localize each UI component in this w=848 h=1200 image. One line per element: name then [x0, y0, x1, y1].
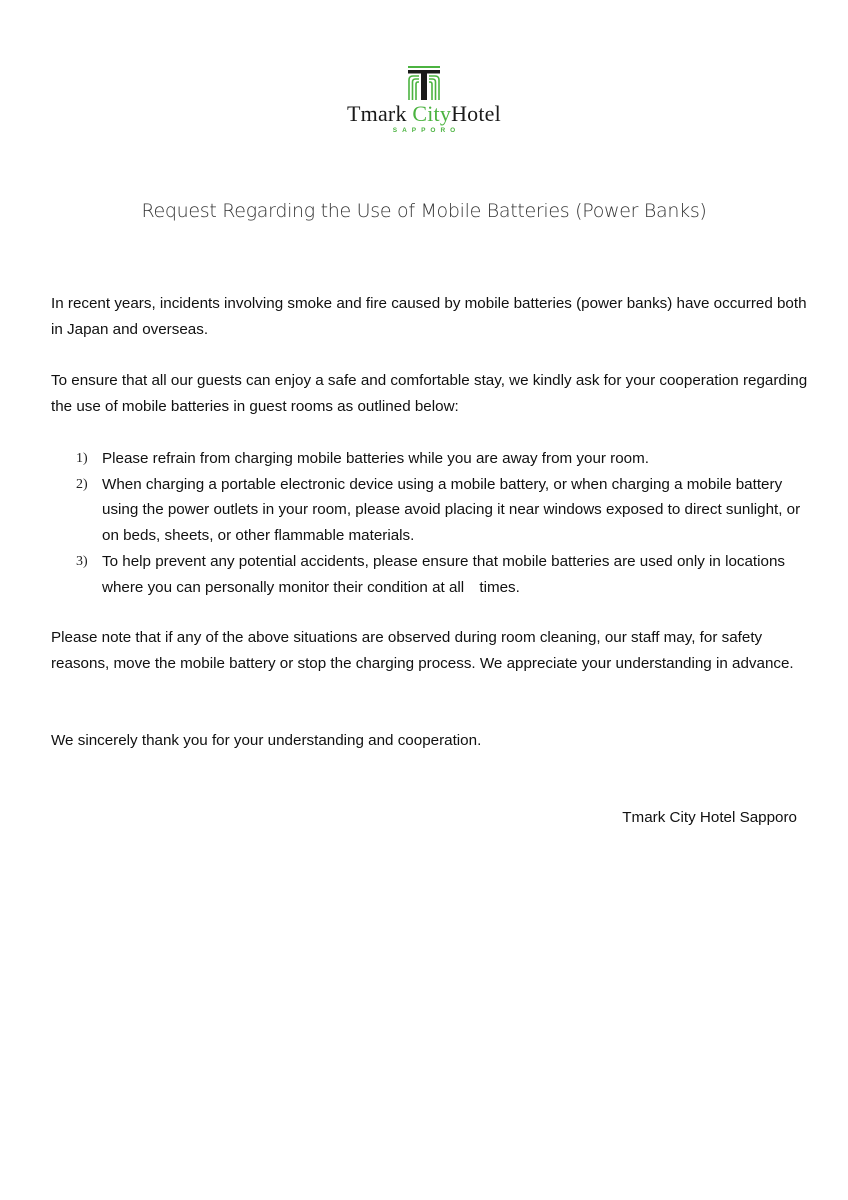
list-item-number: 2) — [76, 476, 88, 492]
list-item-text: When charging a portable electronic device using a mobile battery, or when charging a mobile battery using the power outlets in your room, please avoid placing it near windows exposed to direct sunlight, or on beds, sheets, or other flammable materials. — [102, 475, 801, 545]
cleaning-notice-paragraph: Please note that if any of the above situations are observed during room cleaning, our staff may, for safety reasons, move the mobile battery or stop the charging process. We appreciate your understanding in advance. — [51, 629, 794, 672]
signature: Tmark City Hotel Sapporo — [622, 809, 797, 826]
hotel-logo — [0, 66, 848, 134]
logo-brand-city: City — [412, 101, 452, 126]
request-paragraph: To ensure that all our guests can enjoy a safe and comfortable stay, we kindly ask for your cooperation regarding the use of mobile batteries in guest rooms as outlined below: — [51, 372, 808, 415]
document-title: Request Regarding the Use of Mobile Batteries (Power Banks) — [141, 200, 707, 222]
logo-wordmark — [0, 102, 848, 126]
guidelines-list — [51, 446, 811, 600]
logo-brand-hotel: Hotel — [451, 101, 501, 126]
logo-brand-tmark: Tmark — [347, 101, 407, 126]
list-item-number: 1) — [76, 451, 88, 466]
list-item — [51, 472, 811, 549]
list-item-text: To help prevent any potential accidents, please ensure that mobile batteries are used only in locations where you can personally monitor their condition at all times. — [102, 552, 786, 596]
list-item — [51, 549, 811, 600]
list-item — [51, 446, 811, 472]
logo-t-mark-icon — [408, 66, 440, 100]
thank-you-paragraph: We sincerely thank you for your understanding and cooperation. — [51, 732, 482, 749]
intro-paragraph: In recent years, incidents involving smoke and fire caused by mobile batteries (power banks) have occurred both in Japan and overseas. — [51, 295, 807, 338]
list-item-number: 3) — [76, 553, 88, 569]
logo-subtitle: SAPPORO — [392, 127, 461, 134]
list-item-text: Please refrain from charging mobile batteries while you are away from your room. — [102, 450, 649, 467]
